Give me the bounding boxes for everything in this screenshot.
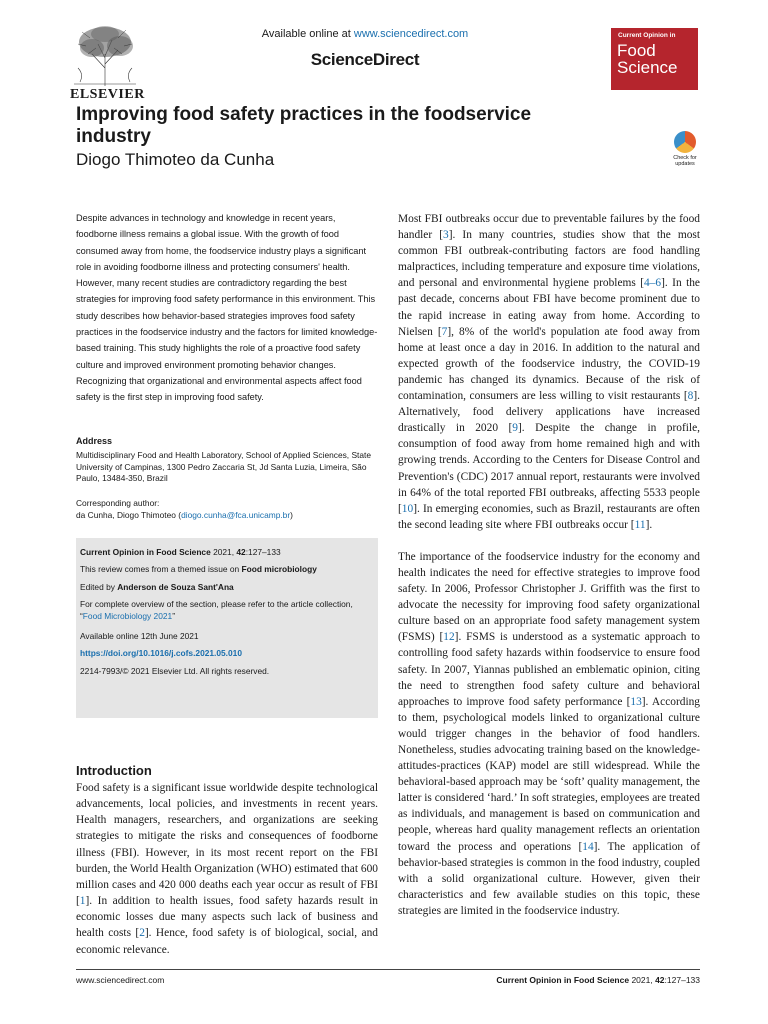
p2-text: ]. The application of behavior-based strategies is common in the food industry, coupled with a solid organizational culture. However, given their characteristics and few available studies on this topic, these strategies are limited in the foodservice industry. — [398, 840, 700, 917]
body-paragraph-1 — [398, 211, 700, 533]
reference-link[interactable]: 9 — [512, 422, 518, 435]
footer-citation — [440, 975, 700, 985]
reference-link[interactable]: 10 — [401, 502, 414, 515]
availability-prefix: Available online at — [261, 28, 354, 40]
reference-link[interactable]: 11 — [634, 518, 646, 531]
intro-text-3: ]. Hence, food safety is of biological, social, and economic relevance. — [76, 927, 378, 956]
p1-text: ]. — [645, 518, 653, 531]
reference-link[interactable]: 12 — [443, 631, 455, 644]
journal-cover-line1: Food — [617, 41, 656, 60]
introduction-paragraph — [76, 780, 378, 958]
article-title: Improving food safety practices in the foodservice industry — [76, 104, 532, 147]
corresponding-close: ) — [290, 510, 293, 520]
badge-label: Check for updates — [673, 155, 697, 167]
overview-line — [80, 598, 374, 622]
intro-text-1: Food safety is a significant issue worldwide despite technological advancements, local policies, and investments in recent years. Health managers, researchers, and organizations are seeking strategies to mitigate the risks and consequences of foodborne illness (FBI). However, in its most recent report on the FBI burden, the World Health Organization (WHO) estimated that 600 million cases and 420 000 deaths each year occur as result of FBI [ — [76, 782, 378, 908]
p1-text: ]. In many countries, studies show that the most common FBI outbreak-contributing factors are food handling malpractices, including temperature and exposure time violations, and personal and environmental hygiene problems [ — [398, 229, 700, 290]
reference-link[interactable]: 3 — [443, 229, 449, 242]
right-column-body — [398, 211, 700, 919]
p1-text: ]. Alternatively, food delivery applications have increased drastically in 2020 [ — [398, 390, 700, 435]
themed-issue-line — [80, 563, 374, 575]
abstract-text: Despite advances in technology and knowledge in recent years, foodborne illness remains a global issue. With the growth of food consumed away from home, the foodservice industry plays a significant role in avoiding foodborne illness and protecting consumers' health. However, many recent studies are contradictory regarding the best strategies for improving food safety performance in this environment. This study describes how behavior-based strategies improves food safety practices in the foodservice industry and the factors for limited knowledge-based training. This study highlights the role of a proactive food safety culture and improved environment promoting behavior changes. Recognizing that organizational and environmental aspects affect food safety is the first step in improving food safety. — [76, 213, 378, 403]
check-updates-icon — [674, 131, 696, 153]
reference-link[interactable]: 7 — [441, 325, 448, 338]
editor-name: Anderson de Souza Sant'Ana — [117, 582, 234, 592]
journal-citation — [80, 546, 374, 558]
p1-text: Most FBI outbreaks occur due to preventable failures by the food handler [ — [398, 213, 700, 242]
corresponding-name: da Cunha, Diogo Thimoteo ( — [76, 510, 182, 520]
themed-prefix: This review comes from a themed issue on — [80, 564, 242, 574]
journal-cover-logo — [611, 28, 698, 90]
journal-name: Current Opinion in Food Science — [80, 547, 211, 557]
author-email-link[interactable]: diogo.cunha@fca.unicamp.br — [181, 510, 291, 520]
article-author: Diogo Thimoteo da Cunha — [76, 150, 275, 169]
availability-line — [150, 28, 580, 40]
journal-cover-line2: Science — [617, 58, 678, 77]
p1-text: ], 8% of the world's population ate food away from home at least once a day in 2016. In addition to the natural and expected growth of the foodservice industry, the COVID-19 pandemic has changed its dynamics. Because of the risk of contamination, consumers are less willing to visit restaurants [ — [398, 325, 700, 403]
corresponding-author — [76, 510, 293, 520]
p2-text: ]. FSMS is understood as a systematic approach to controlling food safety hazards within foodservice to ensure food safety. In 2007, Yiannas published an emblematic opinion, citing the need to strengthen food safety culture and behavioral approaches to improve food safety performance [ — [398, 631, 700, 708]
p1-text: ]. Despite the change in profile, consumption of food away from home remained high and with growing trends. According to the Centers for Disease Control and Prevention's (CDC) 2017 annual report, restaurants were involved in 64% of the total reported FBI outbreaks, affecting 5533 people [ — [398, 422, 700, 515]
sciencedirect-brand: ScienceDirect — [310, 50, 420, 69]
sciencedirect-link[interactable]: www.sciencedirect.com — [353, 28, 469, 40]
overview-prefix: For complete overview of the section, please refer to the article collection, “ — [80, 599, 353, 621]
footer-journal: Current Opinion in Food Science — [496, 975, 630, 985]
footer-pages: :127–133 — [664, 975, 700, 985]
journal-volume: 42 — [236, 547, 246, 557]
journal-cover-top: Current Opinion in — [618, 32, 676, 39]
p1-text: ]. In the past decade, concerns about FBI have become prominent due to the rapid increase in eating away from home. According to Nielsen [ — [398, 277, 700, 338]
footer-volume: 42 — [655, 975, 665, 985]
edited-prefix: Edited by — [80, 582, 118, 592]
reference-link[interactable]: 13 — [630, 695, 642, 708]
check-for-updates-badge[interactable] — [667, 131, 703, 173]
overview-suffix: ” — [172, 611, 175, 621]
intro-text-2: ]. In addition to health issues, food safety hazards result in economic losses due many aspects such lack of business and health costs [ — [76, 895, 378, 940]
reference-link[interactable]: 1 — [79, 895, 86, 908]
footer-site-link[interactable]: www.sciencedirect.com — [76, 975, 165, 985]
body-paragraph-2 — [398, 549, 700, 919]
address-text: Multidisciplinary Food and Health Laboratory, School of Applied Sciences, State University of Campinas, 1300 Pedro Zaccaria St, Jd Santa Luzia, Limeira, São Paulo, 13484-350, Brazil — [76, 450, 371, 483]
elsevier-tree-logo — [70, 24, 140, 96]
reference-link[interactable]: 14 — [582, 840, 594, 853]
journal-pages: :127–133 — [245, 547, 281, 557]
footer-year: 2021, — [629, 975, 656, 985]
journal-year: 2021, — [210, 547, 237, 557]
reference-link[interactable]: 8 — [687, 390, 694, 403]
p2-text: ]. According to them, psychological models linked to organizational culture would trigger changes in the behavior of food handlers. Nonetheless, studies advocating training based on the knowledge-attitudes-practices (KAP) model are still widespread. While the behavioral-based approach may be ‘soft’ quality management, the latter is considered ‘hard.’ In soft strategies, employees are treated as individuals, and management is based on communication and people, whereas hard quality management reflects an orientation toward the process and operations [ — [398, 695, 701, 853]
p1-text: ]. In emerging economies, such as Brazil, restaurants are often the second leading site where FBI outbreaks occur [ — [398, 502, 700, 531]
edited-by-line — [80, 581, 374, 593]
copyright-line: 2214-7993/© 2021 Elsevier Ltd. All rights reserved. — [80, 666, 270, 676]
introduction-heading: Introduction — [76, 763, 152, 778]
themed-topic: Food microbiology — [241, 564, 317, 574]
doi-line — [80, 647, 374, 659]
reference-link[interactable]: 2 — [139, 927, 145, 940]
reference-link[interactable]: 4–6 — [644, 277, 662, 290]
doi-link[interactable]: https://doi.org/10.1016/j.cofs.2021.05.010 — [80, 648, 242, 658]
collection-link[interactable]: Food Microbiology 2021 — [82, 611, 173, 621]
available-online-date: Available online 12th June 2021 — [80, 631, 199, 641]
corresponding-label: Corresponding author: — [76, 498, 160, 508]
article-info-box — [76, 538, 378, 718]
journal-cover-title — [617, 42, 677, 76]
address-heading: Address — [76, 436, 113, 446]
publisher-wordmark: ELSEVIER — [70, 87, 145, 102]
footer-divider — [76, 969, 700, 970]
p2-text: The importance of the foodservice industry for the economy and health indicates the need for effective strategies to improve food safety. In 2006, Professor Christopher J. Griffith was the first to advocate the necessity for improving food safety organizational culture based on an appropriate food safety management system (FSMS) [ — [398, 550, 700, 644]
